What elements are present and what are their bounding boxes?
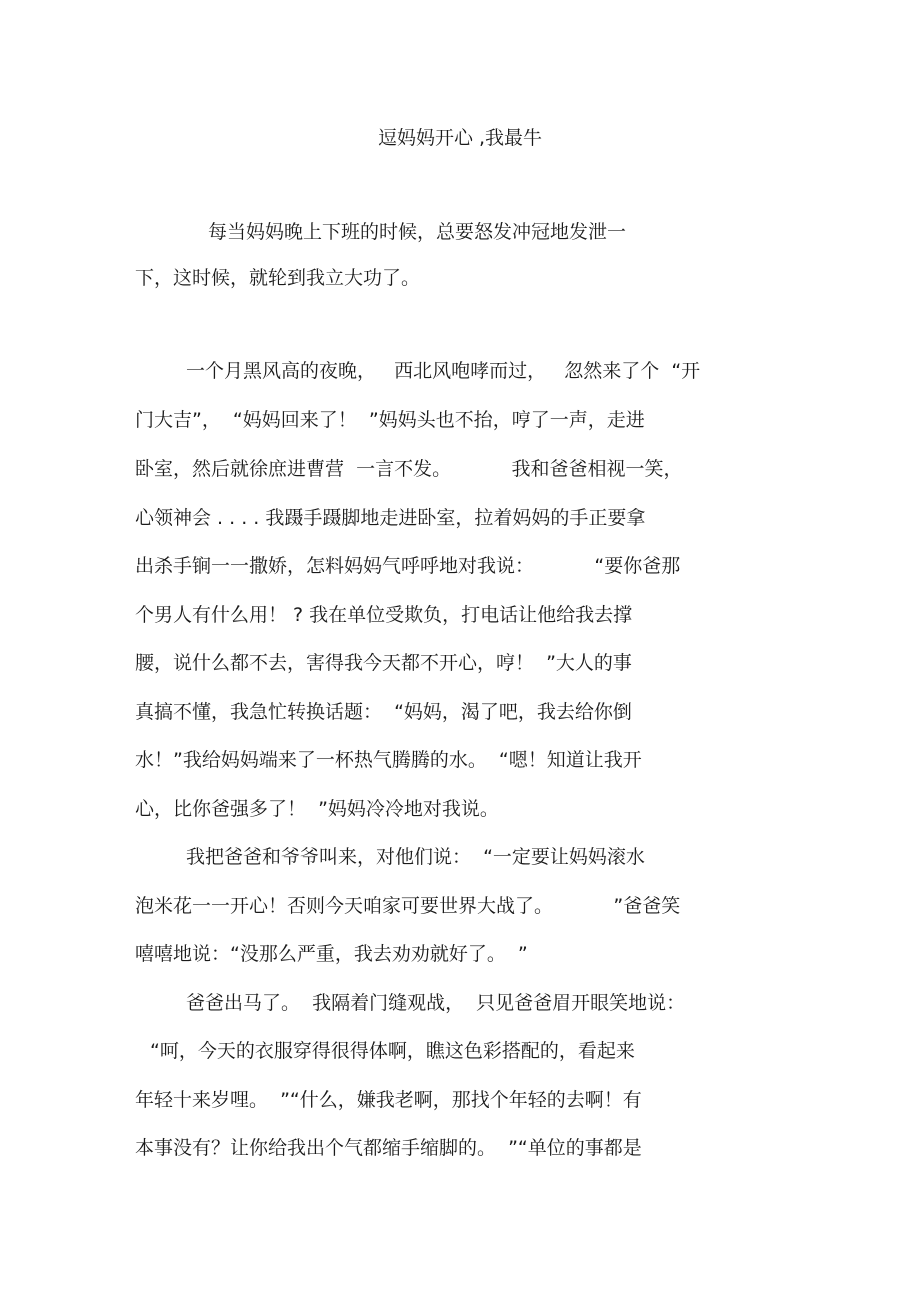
text-line-3: 一个月黑风高的夜晚， 西北风咆哮而过， 忽然来了个 “开 [186,360,701,382]
text-line-9: 腰，说什么都不去，害得我今天都不开心，哼！ ”大人的事 [135,652,632,674]
text-line-11: 水！”我给妈妈端来了一杯热气腾腾的水。 “嗯！知道让我开 [135,749,642,771]
text-line-2: 下，这时候，就轮到我立大功了。 [135,267,421,289]
text-line-14: 泡米花一一开心！否则今天咱家可要世界大战了。 ”爸爸笑 [135,895,681,917]
text-line-13: 我把爸爸和爷爷叫来，对他们说： “一定要让妈妈滚水 [186,846,645,868]
text-line-4: 门大吉”， “妈妈回来了！ ”妈妈头也不抬，哼了一声，走进 [135,409,645,431]
text-line-12: 心，比你爸强多了！ ”妈妈冷冷地对我说。 [135,798,499,820]
text-line-8: 个男人有什么用！ ? 我在单位受欺负，打电话让他给我去撑 [135,604,633,626]
text-line-6: 心领神会 . . . . 我蹑手蹑脚地走进卧室，拉着妈妈的手正要拿 [135,507,646,529]
text-line-1: 每当妈妈晚上下班的时候，总要怒发冲冠地发泄一 [208,221,627,243]
text-line-15: 嘻嘻地说：“没那么严重，我去劝劝就好了。 ” [135,943,528,965]
text-line-10: 真搞不懂，我急忙转换话题： “妈妈，渴了吧，我去给你倒 [135,701,632,723]
text-line-5: 卧室，然后就徐庶进曹营 一言不发。 我和爸爸相视一笑， [135,458,683,480]
text-line-17: “呵，今天的衣服穿得很得体啊，瞧这色彩搭配的，看起来 [150,1040,635,1062]
text-line-19: 本事没有？让你给我出个气都缩手缩脚的。 ”“单位的事都是 [135,1137,642,1159]
text-line-7: 出杀手锏一一撒娇，怎料妈妈气呼呼地对我说： “要你爸那 [135,555,681,577]
text-line-18: 年轻十来岁哩。 ”“什么，嫌我老啊，那找个年轻的去啊！有 [135,1089,642,1111]
document-title: 逗妈妈开心 ,我最牛 [377,127,543,149]
text-line-16: 爸爸出马了。 我隔着门缝观战， 只见爸爸眉开眼笑地说： [186,992,686,1014]
